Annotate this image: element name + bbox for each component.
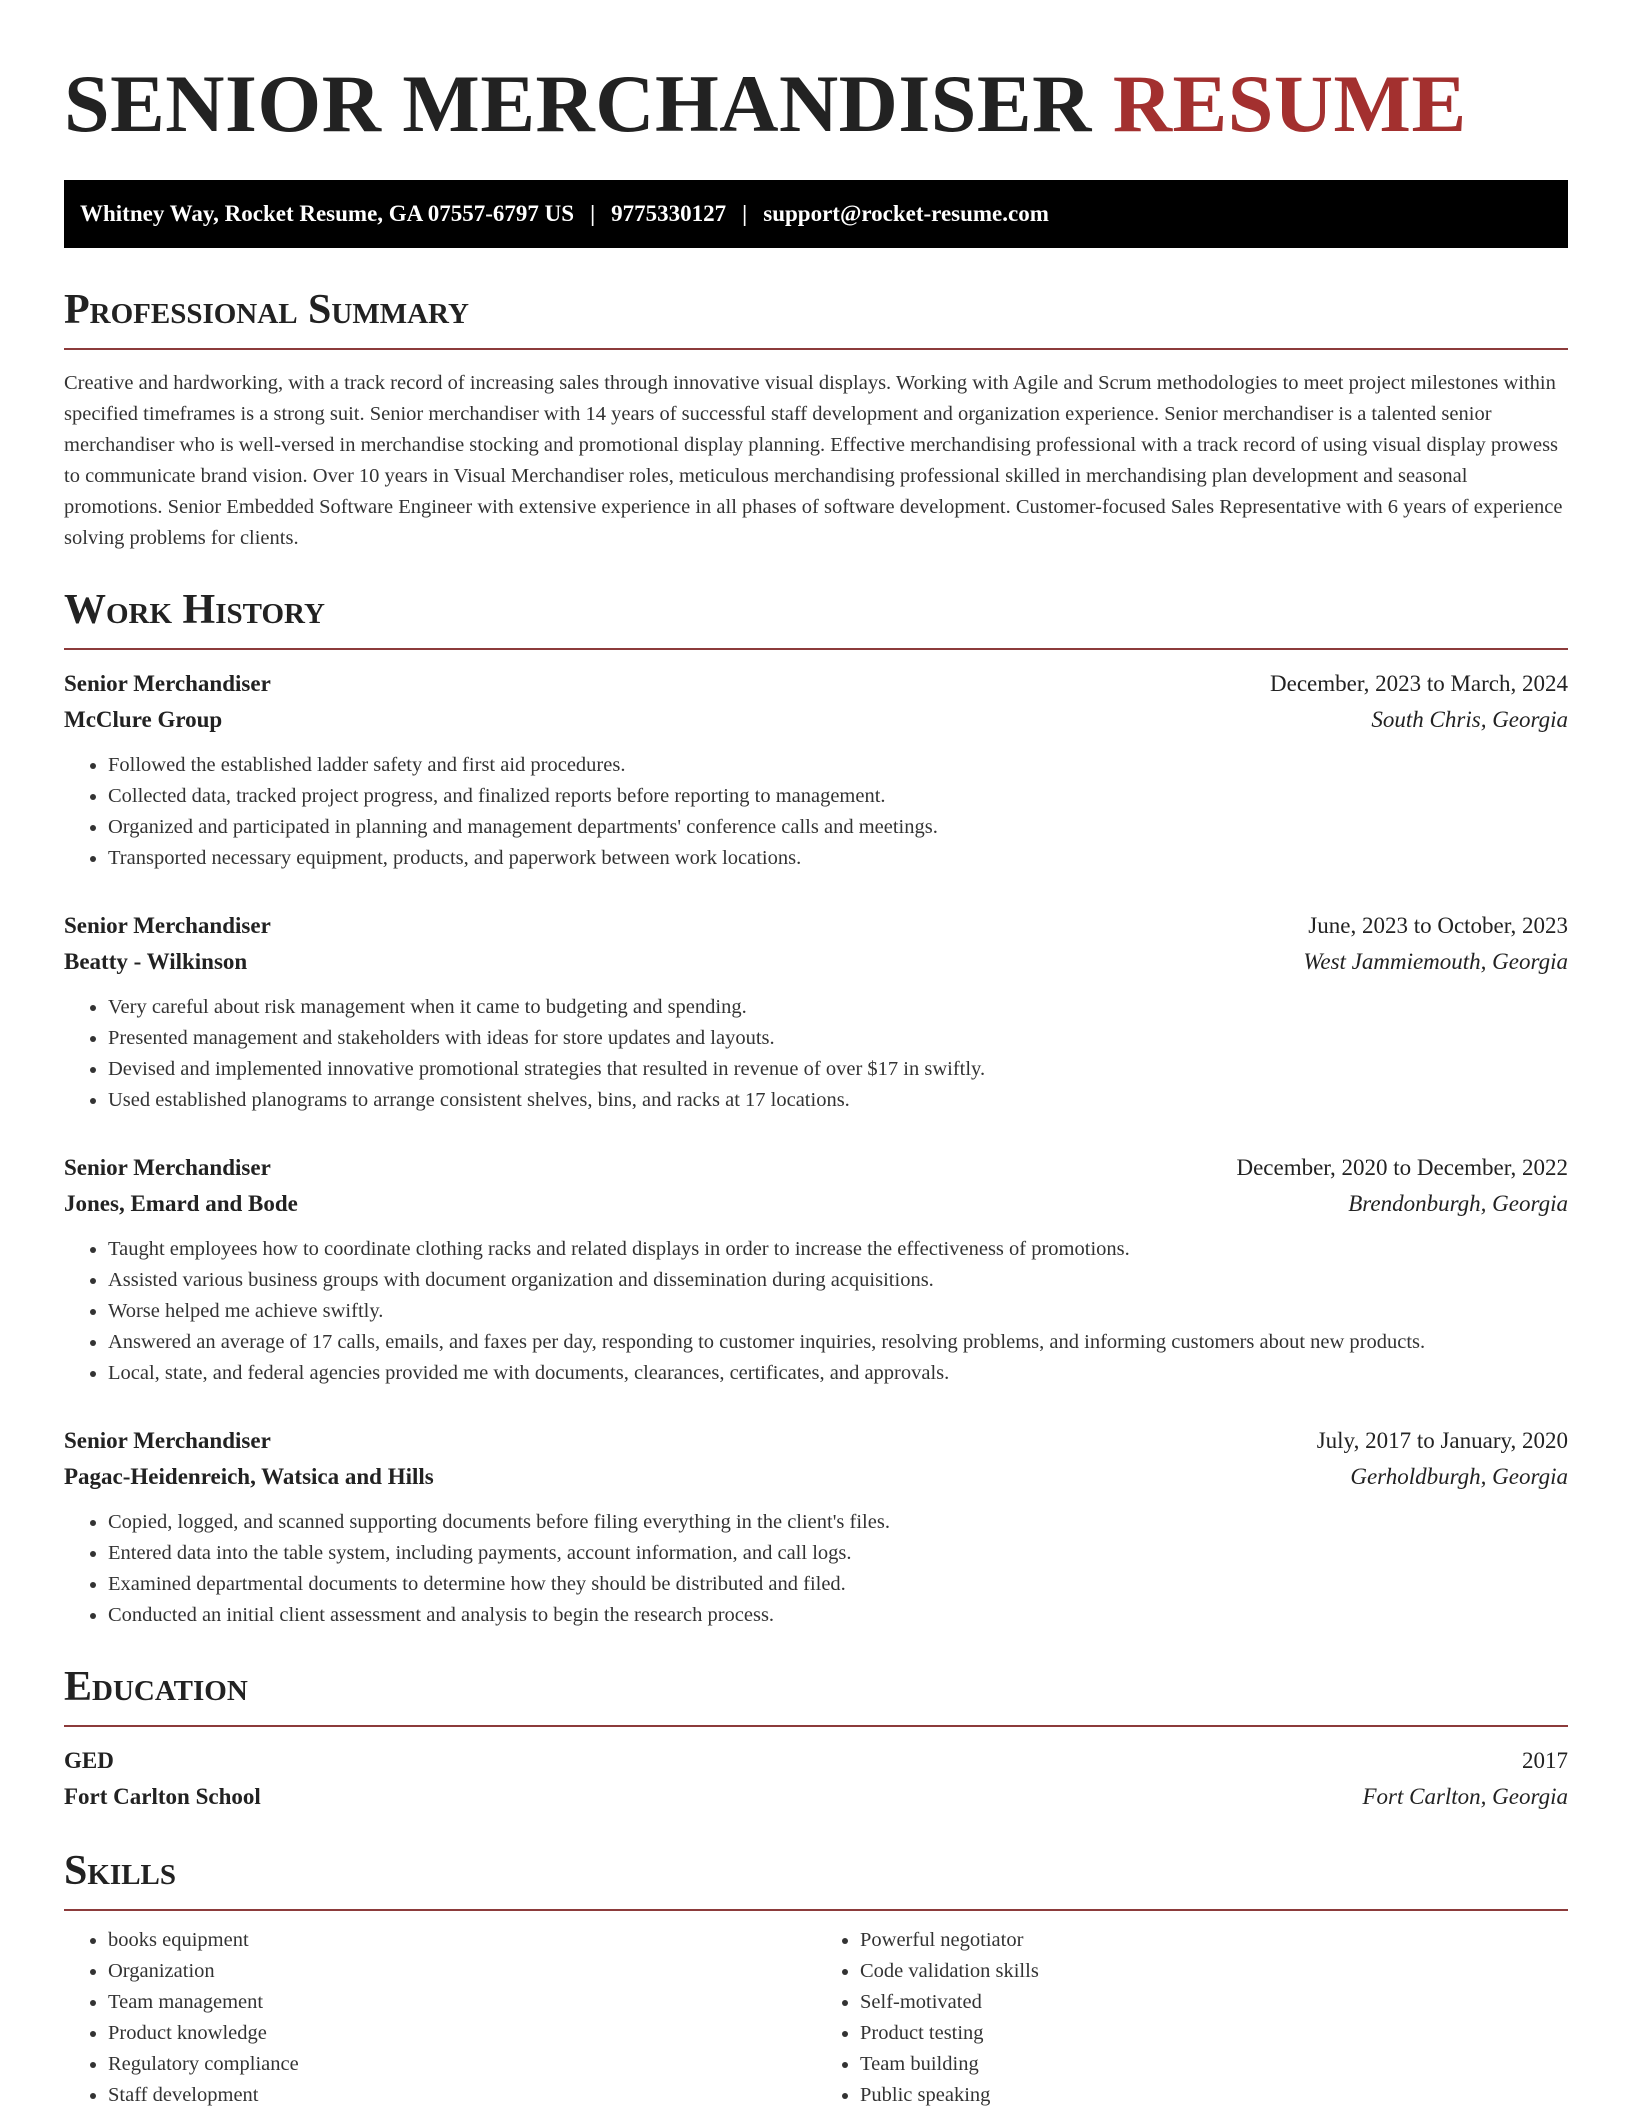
job-bullets [64,1507,1568,1631]
job-bullets [64,992,1568,1116]
list-item: • Assisted various business groups with document organization and dissemination during acquisitions. [108,1265,1568,1296]
job-dates: December, 2023 to March, 2024 [1270,671,1568,696]
list-item: • Presented management and stakeholders with ideas for store updates and layouts. [108,1023,1568,1054]
list-item: • Entered data into the table system, including payments, account information, and call logs. [108,1538,1568,1569]
skill-item: • Staff development [108,2080,816,2111]
work-history-section [64,584,1568,1631]
job-title: Senior Merchandiser [64,671,271,696]
job-dates: December, 2020 to December, 2022 [1236,1155,1568,1180]
contact-bar [64,180,1568,248]
company-name: Beatty - Wilkinson [64,949,248,974]
job-title: Senior Merchandiser [64,913,271,938]
job-dates: June, 2023 to October, 2023 [1308,913,1568,938]
list-item: • Taught employees how to coordinate clothing racks and related displays in order to increase the effectiveness of promotions. [108,1234,1568,1265]
education-entry [64,1745,1568,1813]
skill-item: • Team management [108,1987,816,2018]
contact-separator: | [590,201,596,226]
section-heading: Professional Summary [64,284,1568,350]
skill-item: • Public speaking [860,2080,1568,2111]
company-name: Jones, Emard and Bode [64,1191,298,1216]
job-bullets [64,750,1568,874]
contact-address: Whitney Way, Rocket Resume, GA 07557-6797 US [80,201,575,226]
section-heading: Education [64,1661,1568,1727]
list-item: • Collected data, tracked project progress, and finalized reports before reporting to management. [108,781,1568,812]
list-item: • Examined departmental documents to determine how they should be distributed and filed. [108,1569,1568,1600]
summary-text: Creative and hardworking, with a track record of increasing sales through innovative visual displays. Working with Agile and Scrum methodologies to meet project milestones within specified timeframes is a strong suit. Senior merchandiser with 14 years of successful staff development and organization experience. Senior merchandiser is a talented senior merchandiser who is well-versed in merchandise stocking and promotional display planning. Effective merchandising professional with a track record of using visual display prowess to communicate brand vision. Over 10 years in Visual Merchandiser roles, meticulous merchandising professional skilled in merchandising plan development and seasonal promotions. Senior Embedded Software Engineer with extensive experience in all phases of software development. Customer-focused Sales Representative with 6 years of experience solving problems for clients. [64,372,1563,549]
job-title: Senior Merchandiser [64,1428,271,1453]
list-item: • Used established planograms to arrange consistent shelves, bins, and racks at 17 locations. [108,1085,1568,1116]
skill-item: • books equipment [108,1925,816,1956]
professional-summary-section [64,284,1568,554]
section-heading: Skills [64,1845,1568,1911]
list-item: • Devised and implemented innovative promotional strategies that resulted in revenue of over $17 in swiftly. [108,1054,1568,1085]
skills-column-right [816,1925,1568,2111]
job-entry [64,1152,1568,1389]
skill-item: • Code validation skills [860,1956,1568,1987]
skills-column-left [64,1925,816,2111]
job-location: Gerholdburgh, Georgia [1350,1464,1568,1489]
skill-item: • Organization [108,1956,816,1987]
job-bullets [64,1234,1568,1389]
skill-item: • Powerful negotiator [860,1925,1568,1956]
skills-section [64,1845,1568,2111]
contact-email: support@rocket-resume.com [763,201,1049,226]
education-section [64,1661,1568,1813]
title-main: SENIOR MERCHANDISER [64,58,1092,149]
list-item: • Copied, logged, and scanned supporting documents before filing everything in the client's files. [108,1507,1568,1538]
list-item: • Local, state, and federal agencies provided me with documents, clearances, certificates, and approvals. [108,1358,1568,1389]
job-entry [64,668,1568,874]
degree: GED [64,1748,114,1773]
job-entry [64,910,1568,1116]
list-item: • Worse helped me achieve swiftly. [108,1296,1568,1327]
job-location: Brendonburgh, Georgia [1348,1191,1568,1216]
list-item: • Transported necessary equipment, products, and paperwork between work locations. [108,843,1568,874]
contact-phone: 9775330127 [611,201,727,226]
graduation-year: 2017 [1522,1748,1568,1773]
job-entry [64,1425,1568,1631]
company-name: Pagac-Heidenreich, Watsica and Hills [64,1464,434,1489]
job-dates: July, 2017 to January, 2020 [1316,1428,1568,1453]
job-location: West Jammiemouth, Georgia [1303,949,1568,974]
list-item: • Very careful about risk management when it came to budgeting and spending. [108,992,1568,1023]
list-item: • Answered an average of 17 calls, emails, and faxes per day, responding to customer inquiries, resolving problems, and informing customers about new products. [108,1327,1568,1358]
skill-item: • Team building [860,2049,1568,2080]
contact-separator: | [742,201,748,226]
skills-grid [64,1925,1568,2111]
company-name: McClure Group [64,707,223,732]
job-location: South Chris, Georgia [1371,707,1568,732]
skill-item: • Self-motivated [860,1987,1568,2018]
skill-item: • Product knowledge [108,2018,816,2049]
title-accent: RESUME [1112,58,1467,149]
section-heading: Work History [64,584,1568,650]
list-item: • Followed the established ladder safety and first aid procedures. [108,750,1568,781]
job-title: Senior Merchandiser [64,1155,271,1180]
resume-title [64,0,1568,152]
list-item: • Conducted an initial client assessment and analysis to begin the research process. [108,1600,1568,1631]
skill-item: • Product testing [860,2018,1568,2049]
skill-item: • Regulatory compliance [108,2049,816,2080]
list-item: • Organized and participated in planning and management departments' conference calls and meetings. [108,812,1568,843]
school-location: Fort Carlton, Georgia [1362,1784,1568,1809]
school-name: Fort Carlton School [64,1784,261,1809]
